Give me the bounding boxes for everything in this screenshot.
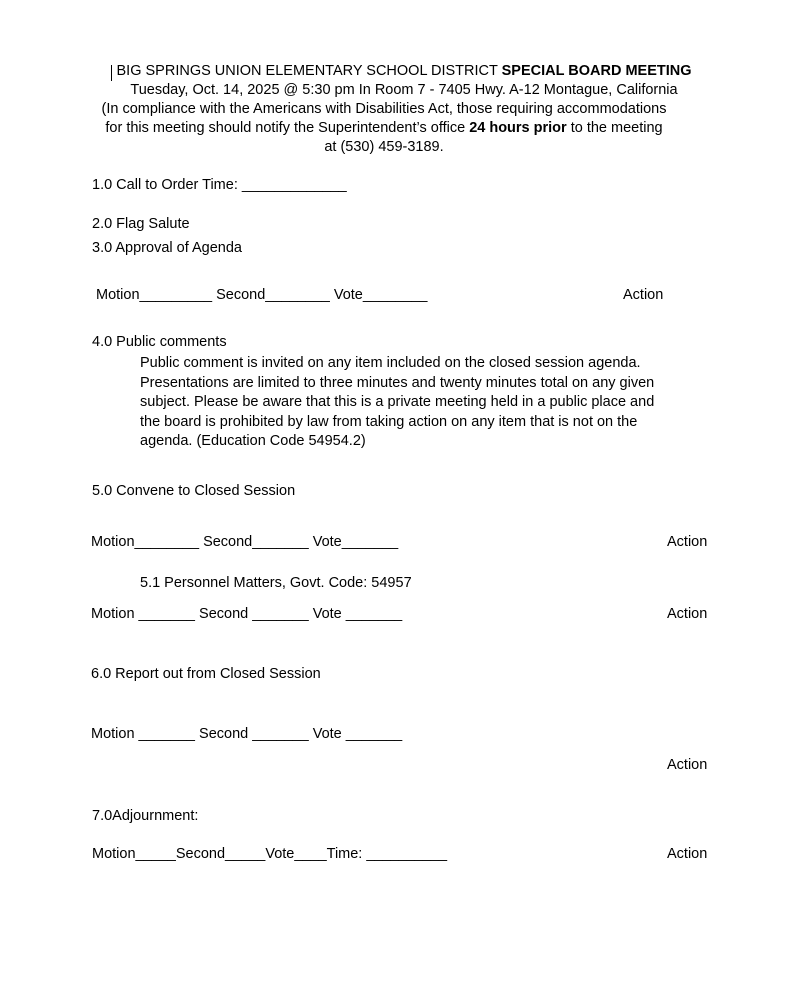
motion-line-adjournment: Motion_____Second_____Vote____Time: __________ xyxy=(92,846,448,862)
action-label-report: Action xyxy=(667,757,708,773)
motion-line-personnel: Motion _______ Second _______ Vote _______ xyxy=(91,606,403,622)
motion-line-closed: Motion________ Second_______ Vote_______ xyxy=(91,534,399,550)
action-label-closed: Action xyxy=(667,534,708,550)
item-report-out: 6.0 Report out from Closed Session xyxy=(91,666,321,682)
header-phone: at (530) 459-3189. xyxy=(324,139,444,155)
header-ada-notice: (In compliance with the Americans with Disabilities Act, those requiring accommodations xyxy=(101,101,667,117)
action-label-personnel: Action xyxy=(667,606,708,622)
district-name: BIG SPRINGS UNION ELEMENTARY SCHOOL DISTRICT xyxy=(116,63,502,79)
item-approval-agenda: 3.0 Approval of Agenda xyxy=(92,240,242,256)
motion-line-report: Motion _______ Second _______ Vote _______ xyxy=(91,726,403,742)
notice-deadline: 24 hours prior xyxy=(469,120,567,136)
action-label-agenda: Action xyxy=(623,287,664,303)
header-notify-line: for this meeting should notify the Superintendent’s office 24 hours prior to the meeting xyxy=(105,120,663,136)
item-public-comments: 4.0 Public comments xyxy=(92,334,227,350)
item-convene-closed: 5.0 Convene to Closed Session xyxy=(92,483,296,499)
motion-line-agenda: Motion_________ Second________ Vote________ xyxy=(96,287,428,303)
action-label-adjournment: Action xyxy=(667,846,708,862)
item-flag-salute: 2.0 Flag Salute xyxy=(92,216,190,232)
item-personnel: 5.1 Personnel Matters, Govt. Code: 54957 xyxy=(140,575,412,591)
item-adjournment: 7.0Adjournment: xyxy=(92,808,199,824)
header-date-location: Tuesday, Oct. 14, 2025 @ 5:30 pm In Room 7 - 7405 Hwy. A-12 Montague, California xyxy=(130,82,678,98)
public-comments-body: Public comment is invited on any item included on the closed session agenda. Presentations are limited to three minutes and twenty minutes total on any given subject. Please be aware that this is a private meeting held in a public place and the board is prohibited by law from taking action on any item that is not on the agenda. (Education Code 54954.2) xyxy=(140,355,655,449)
header-title xyxy=(0,62,808,81)
item-call-to-order: 1.0 Call to Order Time: _____________ xyxy=(92,177,347,193)
meeting-type: SPECIAL BOARD MEETING xyxy=(501,63,692,79)
